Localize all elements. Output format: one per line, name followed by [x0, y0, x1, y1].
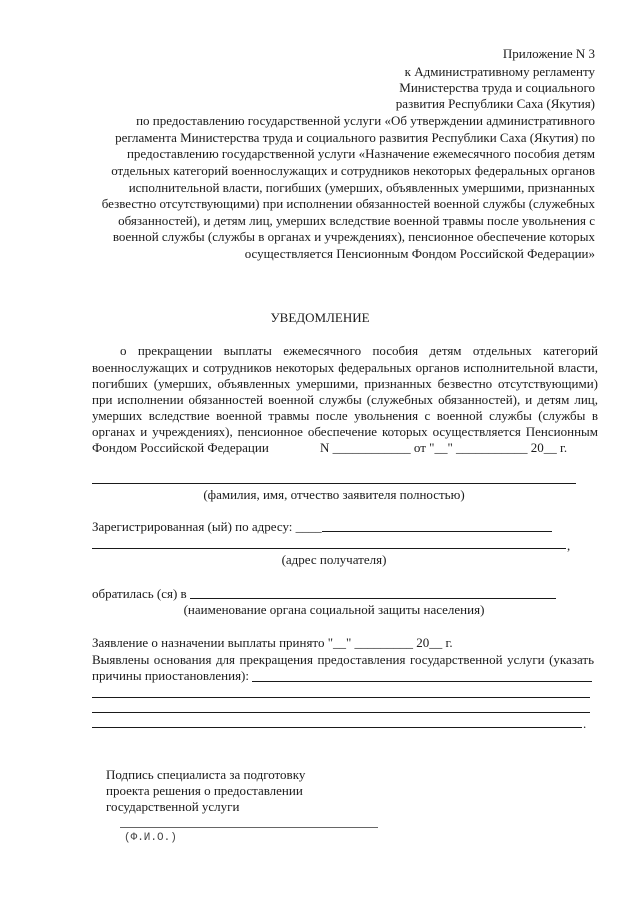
header-line: Приложение N 3	[502, 46, 595, 61]
reason-line-end: .	[583, 716, 587, 731]
subject-line: умерших вследствие военной травмы после увольнения с военной службы (службы в	[92, 408, 598, 423]
signature-line: проекта решения о предоставлении	[106, 783, 303, 798]
header-line: Министерства труда и социального	[399, 80, 595, 95]
subject-line: военнослужащих и сотрудников некоторых федеральных органов исполнительной власти,	[92, 360, 598, 375]
header-line: обязанностей), и детям лиц, умерших вследствие военной травмы после увольнения с	[118, 213, 595, 228]
header-line: исполнительной власти, погибших (умерших, объявленных умершими, признанных	[128, 180, 595, 195]
notice-number-field: N ____________ от "__" ___________ 20__ г.	[320, 440, 568, 455]
statement-accepted: Заявление о назначении выплаты принято "__" _________ 20__ г.	[92, 635, 453, 650]
reason-line	[252, 681, 592, 682]
header-line: регламента Министерства труда и социального развития Республики Саха (Якутия) по	[115, 130, 595, 145]
signature-line: государственной услуги	[106, 799, 240, 814]
address-line-2	[92, 548, 566, 549]
address-caption: (адрес получателя)	[281, 552, 387, 567]
subject-line: погибших (умерших, объявленных умершими, признанных безвестно отсутствующими)	[92, 376, 598, 391]
grounds-line: Выявлены основания для прекращения предоставления государственной услуги (указать	[92, 652, 594, 667]
agency-line	[190, 598, 556, 599]
header-line: по предоставлению государственной услуги «Об утверждении административного	[136, 113, 595, 128]
agency-caption: (наименование органа социальной защиты населения)	[183, 602, 485, 617]
grounds-line: причины приостановления):	[92, 668, 249, 683]
reason-line	[92, 712, 590, 713]
header-line: отдельных категорий военнослужащих и сотрудников некоторых федеральных органов	[111, 163, 595, 178]
header-line: предоставлению государственной услуги «Назначение ежемесячного пособия детям	[126, 146, 595, 161]
subject-line: органах и учреждениях), пенсионное обеспечение которых осуществляется Пенсионным	[92, 424, 598, 439]
header-line: военной службы (службы в органах и учреждениях), пенсионное обеспечение которых	[112, 229, 595, 244]
subject-line: при исполнении обязанностей военной службы (служебных обязанностей), и детям лиц,	[92, 392, 598, 407]
reason-line	[92, 697, 590, 698]
fio-caption: (Ф.И.О.)	[124, 832, 177, 844]
address-label: Зарегистрированная (ый) по адресу: ____	[92, 519, 322, 534]
header-line: развития Республики Саха (Якутия)	[395, 96, 595, 111]
header-line: безвестно отсутствующими) при исполнении обязанностей военной службы (служебных	[101, 196, 595, 211]
document-title: УВЕДОМЛЕНИЕ	[270, 310, 370, 325]
address-line-end: ,	[567, 538, 571, 553]
signature-rule	[120, 827, 378, 828]
address-line	[322, 531, 552, 532]
applicant-name-caption: (фамилия, имя, отчество заявителя полностью)	[203, 487, 465, 502]
applied-label: обратилась (ся) в	[92, 586, 187, 601]
subject-line: Фондом Российской Федерации	[92, 440, 269, 455]
signature-line: Подпись специалиста за подготовку	[106, 767, 306, 782]
applicant-name-line	[92, 483, 576, 484]
header-line: к Административному регламенту	[404, 64, 595, 79]
subject-line: о прекращении выплаты ежемесячного пособия детям отдельных категорий	[120, 343, 598, 358]
header-line: осуществляется Пенсионным Фондом Российской Федерации»	[244, 246, 595, 261]
reason-line	[92, 727, 582, 728]
